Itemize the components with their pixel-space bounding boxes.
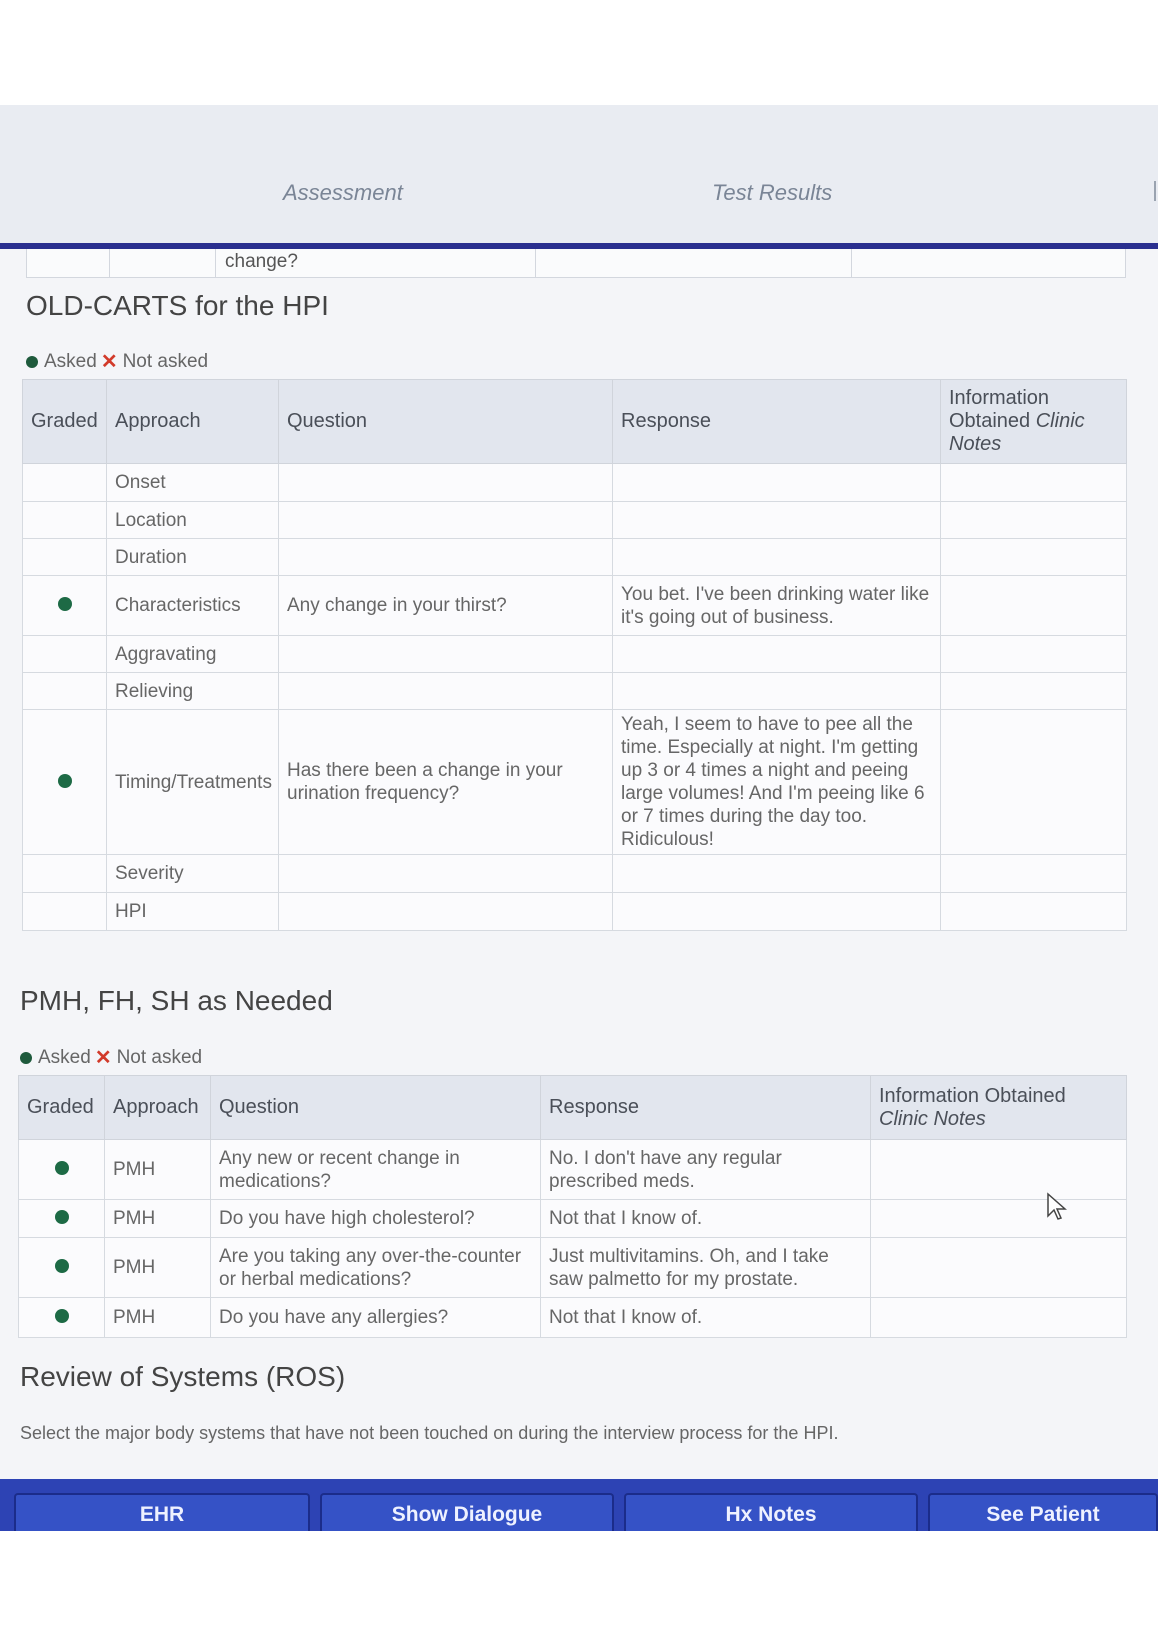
- approach-cell: Duration: [107, 539, 279, 576]
- oldcarts-table: [22, 379, 1127, 931]
- table-row[interactable]: [23, 710, 1127, 855]
- question-cell: [279, 539, 613, 576]
- response-cell: Not that I know of.: [541, 1200, 871, 1238]
- previous-row-question: change?: [225, 251, 298, 272]
- notes-cell[interactable]: [941, 464, 1127, 502]
- notes-cell[interactable]: [941, 855, 1127, 893]
- asked-dot-icon: [55, 1210, 69, 1224]
- col-info-label: Information Obtained: [879, 1084, 1066, 1107]
- graded-cell: [19, 1200, 105, 1238]
- approach-cell: PMH: [105, 1298, 211, 1338]
- approach-cell: Onset: [107, 464, 279, 502]
- table-row[interactable]: [23, 893, 1127, 931]
- app-screen: [0, 105, 1158, 1531]
- graded-cell: [23, 464, 107, 502]
- table-row[interactable]: [23, 673, 1127, 710]
- col-info-label: Information Obtained: [949, 387, 1050, 432]
- graded-cell: [19, 1238, 105, 1298]
- question-cell: [279, 893, 613, 931]
- approach-cell: Severity: [107, 855, 279, 893]
- notes-cell[interactable]: [871, 1200, 1127, 1238]
- approach-cell: Timing/Treatments: [107, 710, 279, 855]
- oldcarts-title: OLD-CARTS for the HPI: [26, 290, 329, 321]
- question-cell: Do you have any allergies?: [211, 1298, 541, 1338]
- approach-cell: PMH: [105, 1200, 211, 1238]
- response-cell: [613, 893, 941, 931]
- tab-test-results[interactable]: Test Results: [712, 180, 833, 205]
- question-cell: Do you have high cholesterol?: [211, 1200, 541, 1238]
- table-row[interactable]: [19, 1200, 1127, 1238]
- response-cell: [613, 636, 941, 673]
- table-row[interactable]: [23, 539, 1127, 576]
- graded-cell: [19, 1140, 105, 1200]
- col-response: Response: [613, 380, 941, 464]
- approach-cell: PMH: [105, 1238, 211, 1298]
- question-cell: [279, 636, 613, 673]
- graded-cell: [23, 576, 107, 636]
- not-asked-x-icon: ✕: [100, 351, 118, 373]
- response-cell: [613, 855, 941, 893]
- legend-not-asked: Not asked: [116, 1046, 203, 1068]
- col-info-italic: Clinic Notes: [879, 1107, 986, 1130]
- response-cell: No. I don't have any regular prescribed meds.: [541, 1140, 871, 1200]
- notes-cell[interactable]: [941, 539, 1127, 576]
- question-cell: Has there been a change in your urination frequency?: [279, 710, 613, 855]
- notes-cell[interactable]: [941, 893, 1127, 931]
- graded-cell: [23, 893, 107, 931]
- asked-dot-icon: [58, 774, 72, 788]
- graded-cell: [23, 502, 107, 539]
- col-approach: Approach: [107, 380, 279, 464]
- approach-cell: Relieving: [107, 673, 279, 710]
- pmh-legend: [20, 1045, 202, 1070]
- question-cell: [279, 464, 613, 502]
- tab-bar: [0, 105, 1158, 248]
- graded-cell: [23, 673, 107, 710]
- approach-cell: HPI: [107, 893, 279, 931]
- notes-cell[interactable]: [941, 673, 1127, 710]
- tab-assessment[interactable]: Assessment: [283, 180, 403, 205]
- col-graded: Graded: [23, 380, 107, 464]
- response-cell: [613, 502, 941, 539]
- oldcarts-legend: [26, 349, 208, 374]
- approach-cell: Aggravating: [107, 636, 279, 673]
- table-row[interactable]: [23, 502, 1127, 539]
- notes-cell[interactable]: [871, 1140, 1127, 1200]
- question-cell: [279, 855, 613, 893]
- graded-cell: [23, 710, 107, 855]
- notes-cell[interactable]: [941, 502, 1127, 539]
- previous-table-row: [26, 249, 1126, 278]
- table-row[interactable]: [19, 1238, 1127, 1298]
- ros-description: Select the major body systems that have not been touched on during the interview process for the HPI.: [20, 1423, 839, 1443]
- tab-overflow-edge: [1154, 181, 1156, 201]
- question-cell: [279, 673, 613, 710]
- table-row[interactable]: [19, 1140, 1127, 1200]
- col-response: Response: [541, 1076, 871, 1140]
- table-row[interactable]: [23, 576, 1127, 636]
- col-question: Question: [279, 380, 613, 464]
- notes-cell[interactable]: [941, 636, 1127, 673]
- asked-dot-icon: [26, 356, 38, 368]
- notes-cell[interactable]: [941, 576, 1127, 636]
- approach-cell: Location: [107, 502, 279, 539]
- response-cell: Not that I know of.: [541, 1298, 871, 1338]
- graded-cell: [23, 855, 107, 893]
- ros-title: Review of Systems (ROS): [20, 1361, 346, 1392]
- asked-dot-icon: [55, 1161, 69, 1175]
- response-cell: Yeah, I seem to have to pee all the time. Especially at night. I'm getting up 3 or 4 times a night and peeing large volumes! And I'm peeing like 6 or 7 times during the day too. Ridiculous!: [613, 710, 941, 855]
- question-cell: Any change in your thirst?: [279, 576, 613, 636]
- hx-notes-button[interactable]: Hx Notes: [624, 1493, 918, 1531]
- notes-cell[interactable]: [871, 1238, 1127, 1298]
- question-cell: Are you taking any over-the-counter or herbal medications?: [211, 1238, 541, 1298]
- graded-cell: [19, 1298, 105, 1338]
- show-dialogue-button[interactable]: Show Dialogue: [320, 1493, 614, 1531]
- response-cell: Just multivitamins. Oh, and I take saw palmetto for my prostate.: [541, 1238, 871, 1298]
- table-row[interactable]: [23, 636, 1127, 673]
- pmh-table: [18, 1075, 1127, 1338]
- asked-dot-icon: [55, 1309, 69, 1323]
- see-patient-button[interactable]: See Patient: [928, 1493, 1158, 1531]
- notes-cell[interactable]: [941, 710, 1127, 855]
- legend-asked: Asked: [44, 350, 97, 372]
- col-info: [871, 1076, 1127, 1140]
- legend-not-asked: Not asked: [122, 350, 209, 372]
- table-row[interactable]: [23, 464, 1127, 502]
- response-cell: [613, 673, 941, 710]
- asked-dot-icon: [20, 1052, 32, 1064]
- not-asked-x-icon: ✕: [94, 1047, 112, 1069]
- col-question: Question: [211, 1076, 541, 1140]
- question-cell: [279, 502, 613, 539]
- bottom-toolbar: [0, 1479, 1158, 1531]
- response-cell: [613, 539, 941, 576]
- graded-cell: [23, 539, 107, 576]
- question-cell: Any new or recent change in medications?: [211, 1140, 541, 1200]
- legend-asked: Asked: [38, 1046, 91, 1068]
- table-row[interactable]: [19, 1298, 1127, 1338]
- asked-dot-icon: [55, 1259, 69, 1273]
- notes-cell[interactable]: [871, 1298, 1127, 1338]
- col-graded: Graded: [19, 1076, 105, 1140]
- col-approach: Approach: [105, 1076, 211, 1140]
- ehr-button[interactable]: EHR: [14, 1493, 310, 1531]
- approach-cell: PMH: [105, 1140, 211, 1200]
- graded-cell: [23, 636, 107, 673]
- approach-cell: Characteristics: [107, 576, 279, 636]
- response-cell: [613, 464, 941, 502]
- col-info: [941, 380, 1127, 464]
- pmh-title: PMH, FH, SH as Needed: [20, 985, 333, 1016]
- response-cell: You bet. I've been drinking water like it's going out of business.: [613, 576, 941, 636]
- col-info-italic: Clinic Notes: [949, 410, 1085, 455]
- table-row[interactable]: [23, 855, 1127, 893]
- asked-dot-icon: [58, 597, 72, 611]
- mouse-cursor-icon: [1046, 1192, 1068, 1222]
